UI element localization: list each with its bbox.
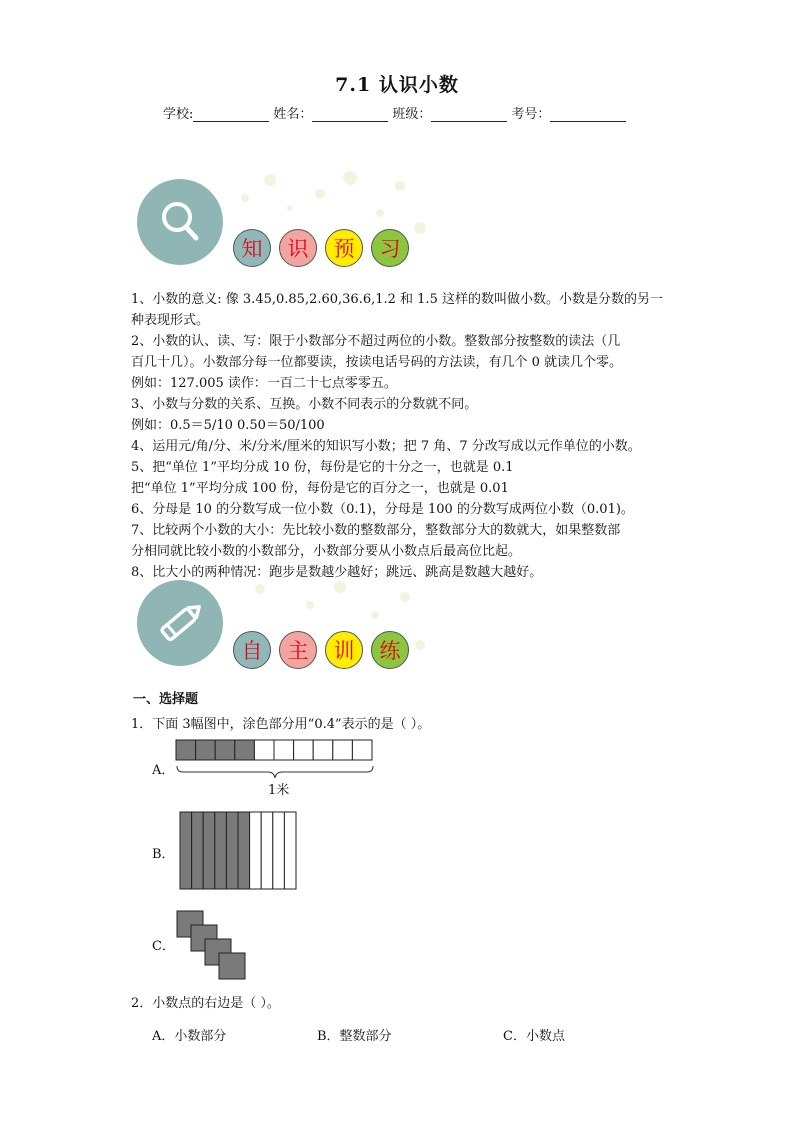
exam-number-blank[interactable]: [550, 107, 626, 122]
school-label: 学校:: [163, 107, 194, 122]
section-heading: 一、选择题: [133, 692, 199, 707]
shaded-bar: [238, 812, 250, 889]
empty-cell: [313, 740, 333, 760]
shaded-bar: [203, 812, 215, 889]
option-a[interactable]: A．小数部分: [152, 1029, 227, 1044]
note-line: 3、小数与分数的关系、互换。小数不同表示的分数就不同。: [131, 397, 478, 412]
section-char-3: 训: [325, 631, 363, 669]
note-line: 6、分母是 10 的分数写成一位小数（0.1)，分母是 100 的分数写成两位小数（0.01)。: [131, 502, 634, 517]
section-char-3: 预: [325, 229, 363, 267]
note-line: 百几十几）。小数部分每一位都要读，按读电话号码的方法读，有几个 0 就读几个零。: [131, 355, 623, 370]
note-line: 7、比较两个小数的大小：先比较小数的整数部分，整数部分大的数就大，如果整数部: [131, 523, 621, 538]
note-line: 例如：127.005 读作：一百二十七点零零五。: [131, 376, 397, 391]
section-char-1: 自: [233, 631, 271, 669]
pencil-badge: [137, 580, 223, 666]
class-blank[interactable]: [431, 107, 507, 122]
note-line: 种表现形式。: [131, 313, 210, 328]
section-char-4: 习: [371, 229, 409, 267]
option-c-figure: [176, 910, 248, 980]
option-b-figure: [179, 811, 297, 890]
option-b[interactable]: B．整数部分: [317, 1029, 392, 1044]
magnifier-badge: [137, 179, 223, 265]
shaded-cell: [235, 740, 255, 760]
empty-cell: [274, 740, 294, 760]
note-line: 1、小数的意义: 像 3.45,0.85,2.60,36.6,1.2 和 1.5 这样的数叫做小数。小数是分数的另一: [131, 292, 663, 307]
name-blank[interactable]: [312, 107, 388, 122]
option-a-figure: [175, 738, 380, 778]
option-c[interactable]: C．小数点: [503, 1029, 565, 1044]
option-c-squares: [177, 911, 245, 979]
option-a-label[interactable]: A．: [152, 763, 175, 778]
section-char-4: 练: [371, 631, 409, 669]
empty-cell: [352, 740, 372, 760]
option-a-caption: 1米: [268, 783, 290, 798]
exam-number-label: 考号：: [511, 107, 551, 122]
empty-cell: [294, 740, 314, 760]
shaded-bar: [192, 812, 204, 889]
shaded-bar: [180, 812, 192, 889]
empty-cell: [254, 740, 274, 760]
empty-bar: [261, 812, 273, 889]
note-line: 例如：0.5＝5/10 0.50＝50/100: [131, 418, 325, 433]
note-line: 8、比大小的两种情况：跑步是数越少越好；跳远、跳高是数越大越好。: [131, 565, 543, 580]
option-b-label[interactable]: B．: [152, 847, 175, 862]
option-b-bars: [180, 812, 296, 889]
name-label: 姓名：: [273, 107, 313, 122]
section-char-2: 识: [279, 229, 317, 267]
shaded-cell: [196, 740, 216, 760]
question-2: 2．小数点的右边是（ ）。: [131, 996, 280, 1011]
school-blank[interactable]: [193, 107, 269, 122]
note-line: 4、运用元/角/分、米/分米/厘米的知识写小数；把 7 角、7 分改写成以元作单位的小数。: [131, 439, 641, 454]
option-c-label[interactable]: C．: [152, 939, 175, 954]
empty-bar: [273, 812, 285, 889]
pencil-icon: [137, 580, 223, 666]
empty-bar: [250, 812, 262, 889]
shaded-bar: [215, 812, 227, 889]
magnifier-icon: [137, 179, 223, 265]
empty-bar: [284, 812, 296, 889]
section-char-2: 主: [279, 631, 317, 669]
option-a-strip: [176, 740, 372, 760]
section-char-1: 知: [233, 229, 271, 267]
note-line: 分相同就比较小数的小数部分，小数部分要从小数点后最高位比起。: [131, 544, 522, 559]
shaded-bar: [226, 812, 238, 889]
shaded-cell: [176, 740, 196, 760]
shaded-square: [219, 953, 245, 979]
note-line: 5、把“单位 1”平均分成 10 份，每份是它的十分之一，也就是 0.1: [131, 460, 514, 475]
student-info-line: [163, 103, 630, 122]
empty-cell: [333, 740, 353, 760]
page-title: 7.1 认识小数: [335, 74, 459, 96]
note-line: 2、小数的认、读、写：限于小数部分不超过两位的小数。整数部分按整数的读法（几: [131, 334, 621, 349]
class-label: 班级：: [392, 107, 432, 122]
question-1: 1．下面 3幅图中，涂色部分用“0.4”表示的是（ ）。: [131, 717, 431, 732]
shaded-cell: [215, 740, 235, 760]
note-line: 把“单位 1”平均分成 100 份，每份是它的百分之一，也就是 0.01: [131, 481, 509, 496]
